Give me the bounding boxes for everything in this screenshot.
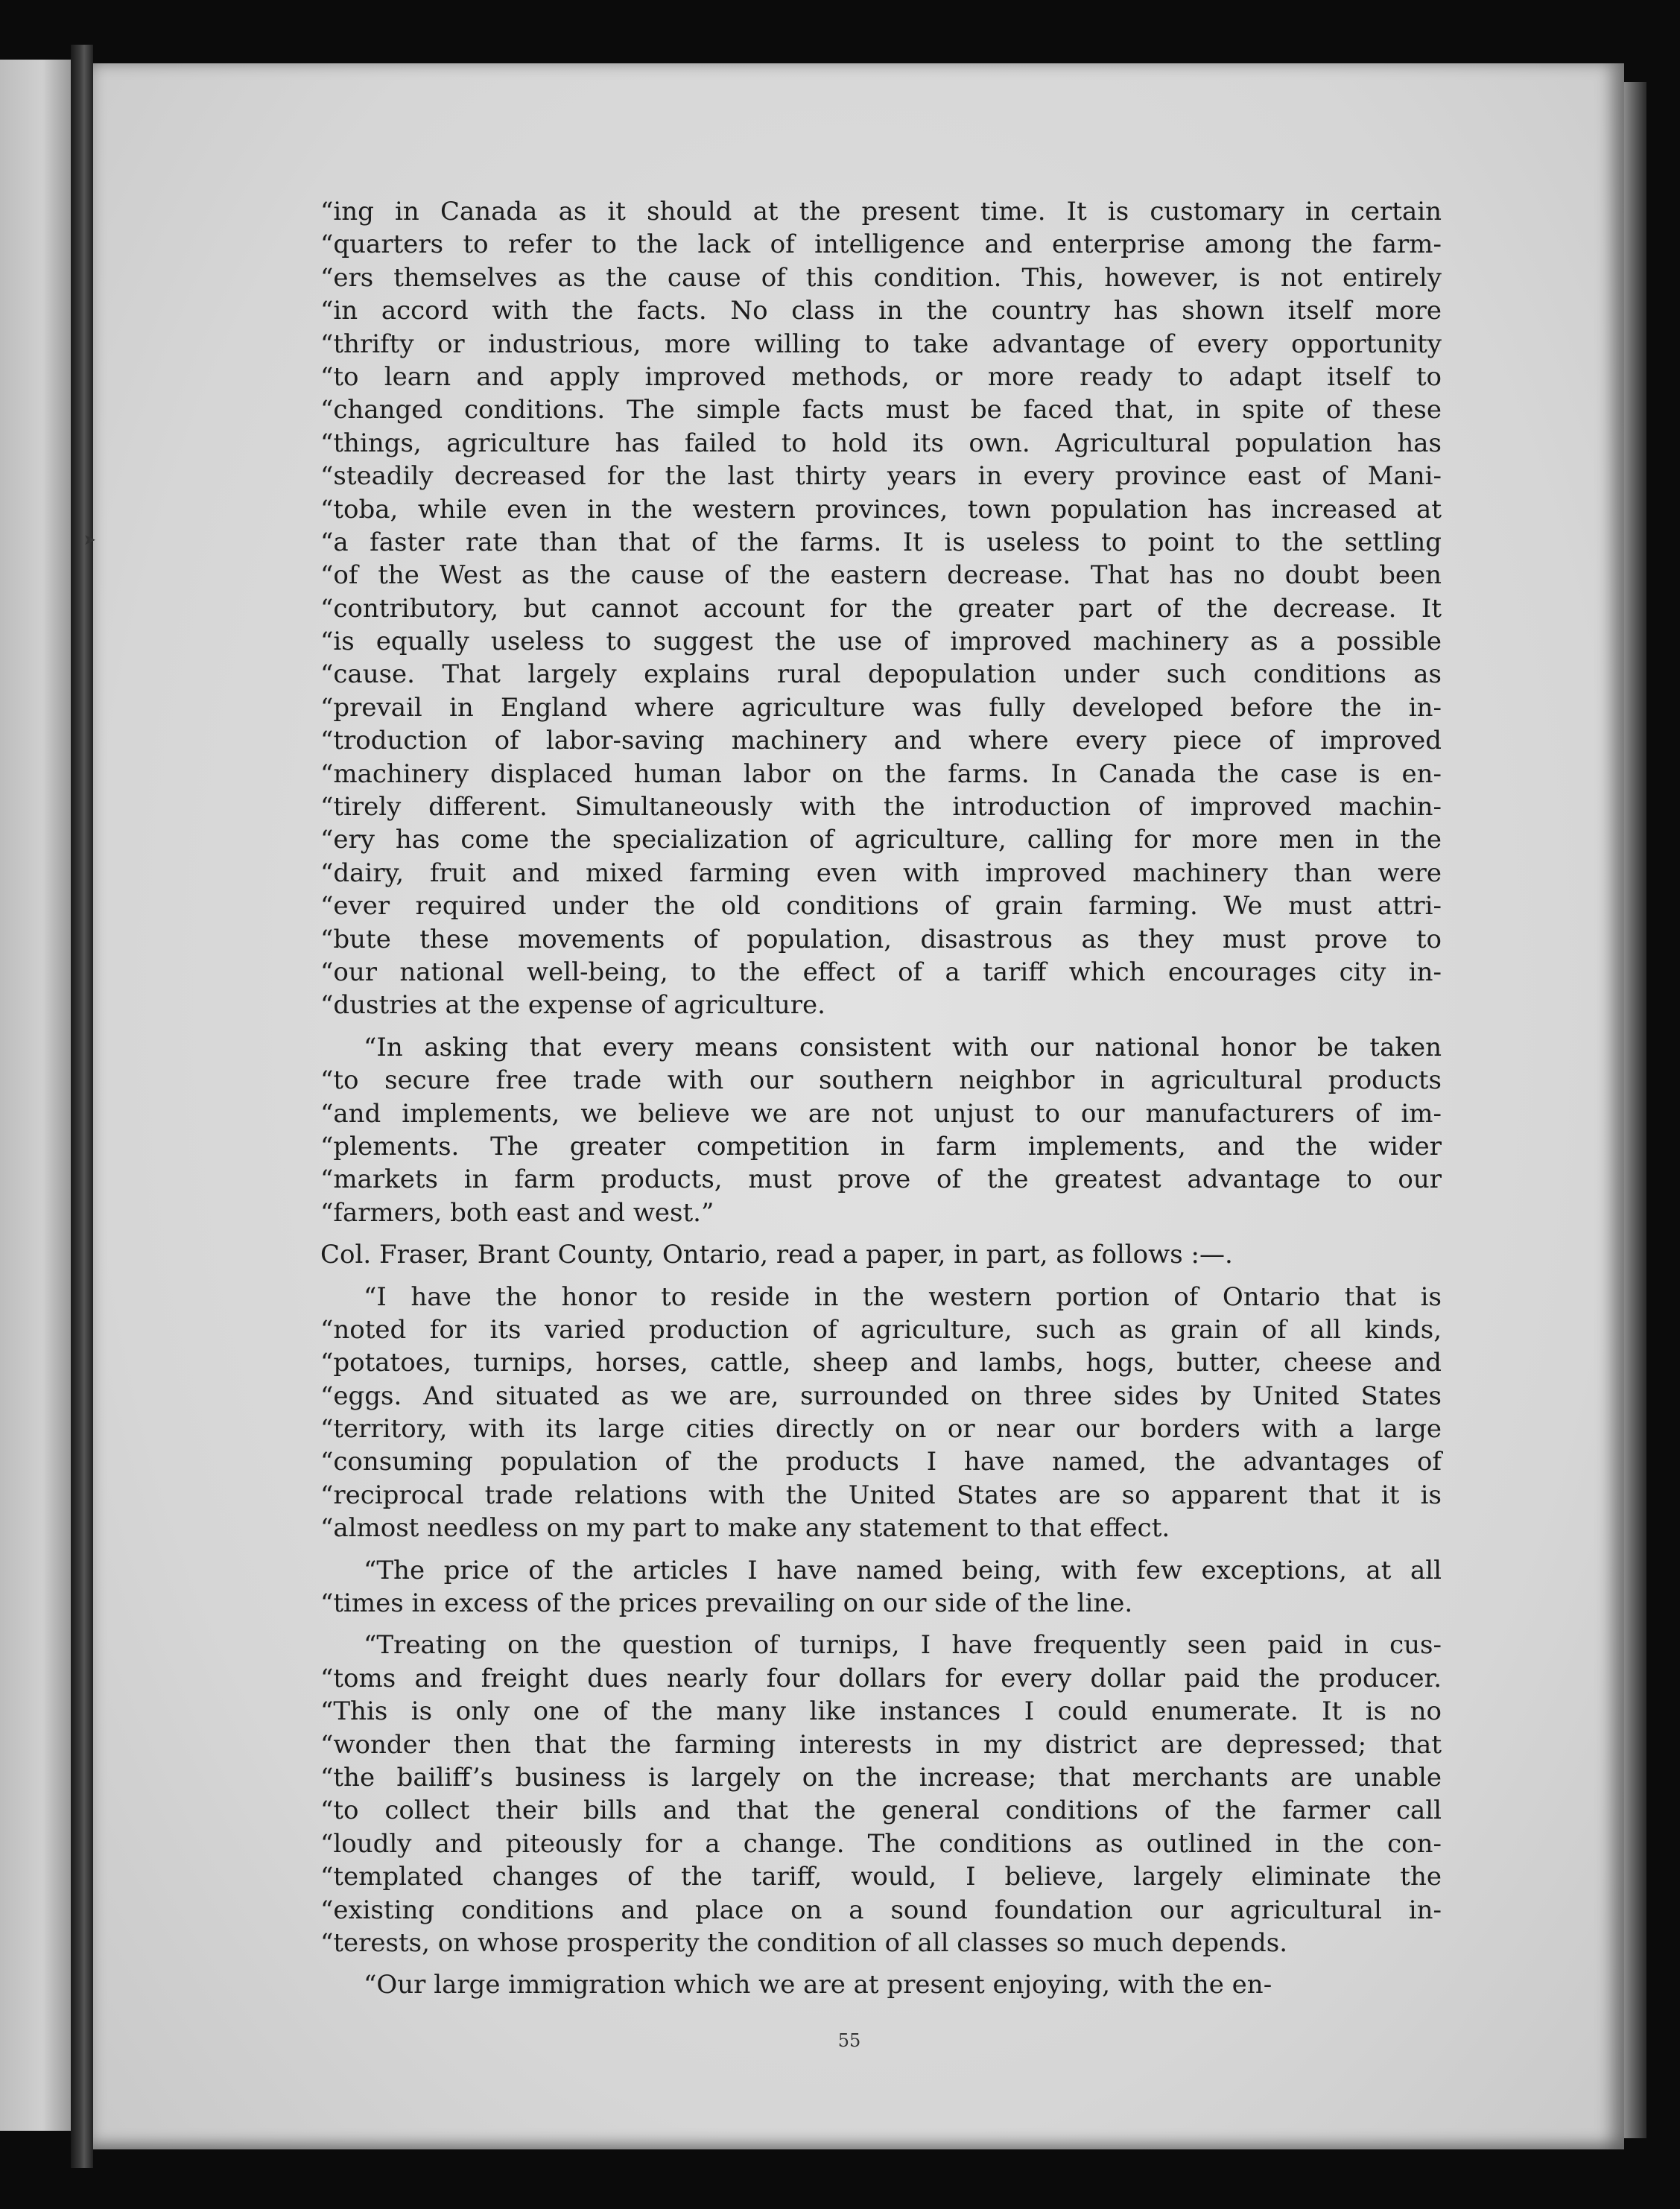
page-number: 55 <box>837 2030 861 2051</box>
text-line: “templated changes of the tariff, would, I believe, largely eliminate the <box>320 1862 1442 1892</box>
book-binding <box>71 45 93 2168</box>
text-line: “This is only one of the many like instances I could enumerate. It is no <box>320 1696 1442 1727</box>
text-line: “consuming population of the products I have named, the advantages of <box>320 1447 1442 1477</box>
text-line: “a faster rate than that of the farms. It is useless to point to the settling <box>320 527 1442 557</box>
text-line: “of the West as the cause of the eastern decrease. That has no doubt been <box>320 560 1442 591</box>
text-line: “Our large immigration which we are at present enjoying, with the en- <box>364 1970 1272 2000</box>
text-line: “the bailiff’s business is largely on the increase; that merchants are unable <box>320 1762 1442 1793</box>
text-line: “things, agriculture has failed to hold its own. Agricultural population has <box>320 428 1442 458</box>
text-line: Col. Fraser, Brant County, Ontario, read a paper, in part, as follows :—. <box>320 1240 1233 1270</box>
text-line: “toms and freight dues nearly four dollars for every dollar paid the producer. <box>320 1663 1442 1693</box>
text-line: “tirely different. Simultaneously with the introduction of improved machin- <box>320 792 1442 823</box>
text-line: “Treating on the question of turnips, I have frequently seen paid in cus- <box>364 1630 1442 1661</box>
text-line: “toba, while even in the western provinces, town population has increased at <box>320 494 1442 524</box>
body-text <box>320 195 1442 2002</box>
text-line: “wonder then that the farming interests in my district are depressed; that <box>320 1729 1442 1760</box>
paragraph <box>320 1281 1442 1545</box>
text-line: “ery has come the specialization of agriculture, calling for more men in the <box>320 825 1442 855</box>
text-line: “existing conditions and place on a sound foundation our agricultural in- <box>320 1895 1442 1925</box>
text-line: “prevail in England where agriculture was fully developed before the in- <box>320 692 1442 723</box>
text-line: “almost needless on my part to make any statement to that effect. <box>320 1513 1170 1544</box>
text-line: “plements. The greater competition in farm implements, and the wider <box>320 1131 1442 1161</box>
text-line: “eggs. And situated as we are, surrounded on three sides by United States <box>320 1381 1442 1411</box>
text-line: “to secure free trade with our southern neighbor in agricultural products <box>320 1065 1442 1096</box>
text-line: “machinery displaced human labor on the farms. In Canada the case is en- <box>320 758 1442 789</box>
margin-arrow-mark: ➤ <box>83 530 96 548</box>
text-line: “dustries at the expense of agriculture. <box>320 990 825 1021</box>
text-line: “dairy, fruit and mixed farming even with improved machinery than were <box>320 858 1442 888</box>
text-line: “is equally useless to suggest the use of improved machinery as a possible <box>320 627 1442 657</box>
paragraph <box>320 1554 1442 1620</box>
text-line: “changed conditions. The simple facts must be faced that, in spite of these <box>320 395 1442 425</box>
text-line: “ers themselves as the cause of this condition. This, however, is not entirely <box>320 262 1442 293</box>
right-page-edge <box>1624 82 1646 2138</box>
left-page-edge <box>0 60 71 2131</box>
text-line: “steadily decreased for the last thirty years in every province east of Mani- <box>320 461 1442 492</box>
paragraph <box>320 195 1442 1022</box>
text-line: “markets in farm products, must prove of the greatest advantage to our <box>320 1164 1442 1195</box>
text-line: “to collect their bills and that the general conditions of the farmer call <box>320 1796 1442 1826</box>
paragraph <box>320 1968 1442 2001</box>
text-line: “in accord with the facts. No class in the country has shown itself more <box>320 296 1442 326</box>
text-line: “times in excess of the prices prevailing on our side of the line. <box>320 1588 1133 1619</box>
text-line: “troduction of labor-saving machinery and where every piece of improved <box>320 726 1442 756</box>
paragraph <box>320 1031 1442 1229</box>
paragraph <box>320 1238 1442 1271</box>
text-line: “ing in Canada as it should at the present time. It is customary in certain <box>320 197 1442 226</box>
text-line: “territory, with its large cities directly on or near our borders with a large <box>320 1414 1442 1445</box>
text-line: “potatoes, turnips, horses, cattle, sheep and lambs, hogs, butter, cheese and <box>320 1348 1442 1378</box>
text-line: “farmers, both east and west.” <box>320 1197 714 1228</box>
text-line: “terests, on whose prosperity the condition of all classes so much depends. <box>320 1927 1288 1958</box>
text-line: “reciprocal trade relations with the United States are so apparent that it is <box>320 1480 1442 1510</box>
text-line: “cause. That largely explains rural depopulation under such conditions as <box>320 659 1442 690</box>
text-line: “quarters to refer to the lack of intelligence and enterprise among the farm- <box>320 229 1442 260</box>
text-line: “noted for its varied production of agriculture, such as grain of all kinds, <box>320 1314 1442 1345</box>
text-line: “ever required under the old conditions of grain farming. We must attri- <box>320 891 1442 922</box>
text-line: “thrifty or industrious, more willing to take advantage of every opportunity <box>320 329 1442 359</box>
text-line: “bute these movements of population, disastrous as they must prove to <box>320 924 1442 954</box>
text-line: “contributory, but cannot account for the greater part of the decrease. It <box>320 593 1442 624</box>
text-line: “to learn and apply improved methods, or more ready to adapt itself to <box>320 361 1442 392</box>
text-line: “I have the honor to reside in the western portion of Ontario that is <box>364 1281 1442 1312</box>
text-line: “loudly and piteously for a change. The conditions as outlined in the con- <box>320 1828 1442 1859</box>
text-line: “and implements, we believe we are not unjust to our manufacturers of im- <box>320 1098 1442 1129</box>
paragraph <box>320 1629 1442 1959</box>
text-line: “In asking that every means consistent with our national honor be taken <box>364 1032 1442 1062</box>
text-line: “our national well-being, to the effect of a tariff which encourages city in- <box>320 957 1442 987</box>
text-line: “The price of the articles I have named being, with few exceptions, at all <box>364 1555 1442 1585</box>
